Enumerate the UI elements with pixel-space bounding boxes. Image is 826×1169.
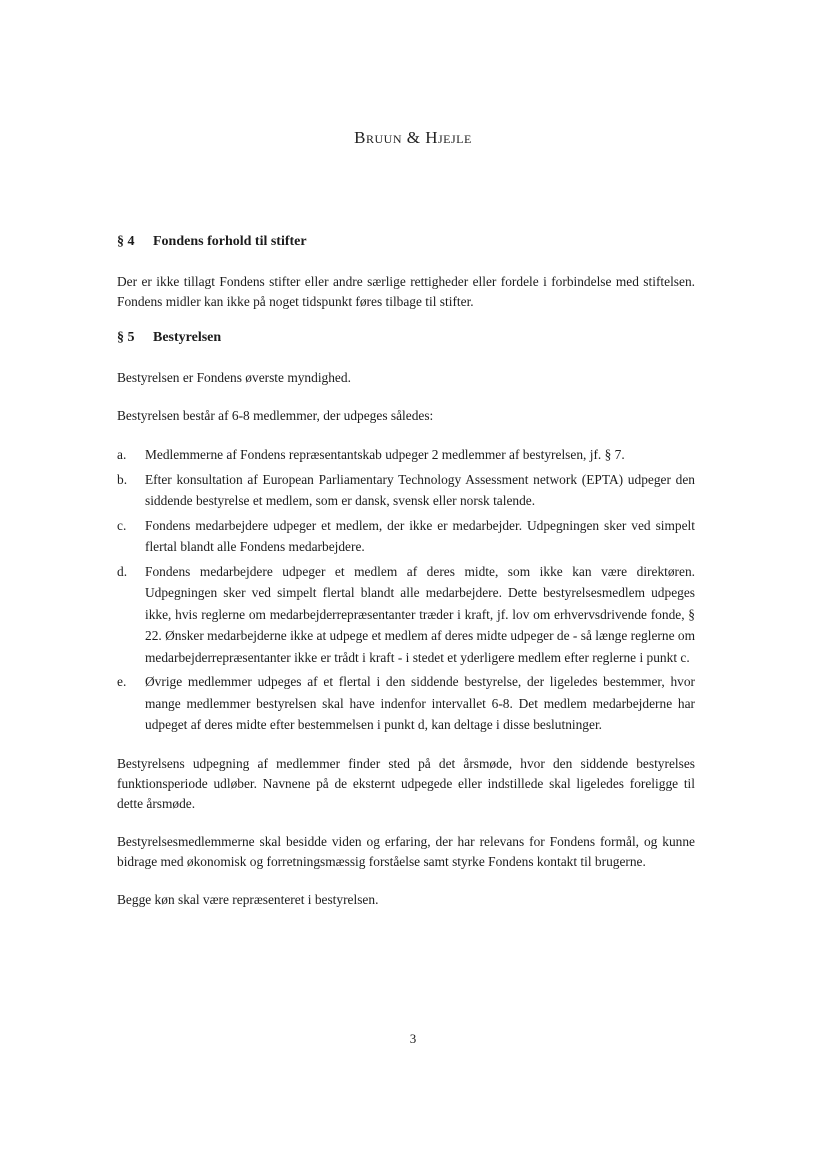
list-item-text: Medlemmerne af Fondens repræsentantskab udpeger 2 medlemmer af bestyrelsen, jf. § 7. (145, 447, 625, 462)
section-5-title: Bestyrelsen (153, 330, 222, 345)
section-4-heading (117, 234, 695, 250)
section-4-text: Der er ikke tillagt Fondens stifter eller andre særlige rettigheder eller fordele i forbindelse med stiftelsen. Fondens midler kan ikke på noget tidspunkt føres tilbage til stifter. (117, 274, 695, 309)
list-item (117, 515, 695, 558)
section-5-intro-1: Bestyrelsen er Fondens øverste myndighed. (117, 370, 351, 385)
letterhead-logo: Bruun & Hjejle (354, 128, 472, 147)
section-5-paragraph-2: Bestyrelsesmedlemmerne skal besidde viden og erfaring, der har relevans for Fondens formål, og kunne bidrage med økonomisk og forretningsmæssig forståelse samt styrke Fondens kontakt til brugerne. (117, 833, 695, 869)
section-5-paragraph-1: Bestyrelsens udpegning af medlemmer finder sted på det årsmøde, hvor den siddende bestyrelses funktionsperiode udløber. Navnene på de eksternt udpegede eller indstillede skal ligeledes foreligge til dette årsmøde. (117, 755, 695, 811)
page-number: 3 (409, 1031, 417, 1046)
section-4-title: Fondens forhold til stifter (153, 234, 307, 249)
section-5-intro-2: Bestyrelsen består af 6-8 medlemmer, der udpeges således: (117, 408, 434, 423)
section-4-number: § 4 (117, 234, 135, 249)
list-item (117, 469, 695, 512)
list-item-marker: c. (117, 517, 127, 533)
list-item-text: Efter konsultation af European Parliamentary Technology Assessment network (EPTA) udpeger den siddende bestyrelse et medlem, som er dansk, svensk eller norsk talende. (145, 471, 695, 508)
document-body (117, 234, 695, 928)
section-5-paragraph-3: Begge køn skal være repræsenteret i bestyrelsen. (117, 891, 379, 907)
list-item-marker: d. (117, 563, 128, 579)
list-item-marker: e. (117, 674, 127, 689)
list-item (117, 671, 695, 736)
list-item (117, 444, 695, 466)
section-5-number: § 5 (117, 330, 135, 345)
list-item-marker: b. (117, 471, 128, 487)
list-item-marker: a. (117, 447, 127, 462)
section-5-heading (117, 330, 695, 346)
list-item (117, 561, 695, 669)
list-item-text: Fondens medarbejdere udpeger et medlem, der ikke er medarbejder. Udpegningen sker ved simpelt flertal blandt alle Fondens medarbejdere. (145, 517, 695, 554)
list-item-text: Øvrige medlemmer udpeges af et flertal i den siddende bestyrelse, der ligeledes bestemmer, hvor mange medlemmer bestyrelsen skal have indenfor intervallet 6-8. Det medlem medarbejderne har udpeget af deres midte efter bestemmelsen i punkt d, kan deltage i disse beslutninger. (145, 674, 695, 732)
list-item-text: Fondens medarbejdere udpeger et medlem af deres midte, som ikke kan være direktøren. Udpegningen sker ved simpelt flertal blandt alle medarbejdere. Dette bestyrelsesmedlem udpeges ikke, hvis reglerne om medarbejderrepræsentanter træder i kraft, jf. lov om erhvervsdrivende fonde, § 22. Ønsker medarbejderne ikke at udpege et medlem af deres midte udpeger de - så længe reglerne om medarbejderrepræsentanter ikke er trådt i kraft - i stedet et yderligere medlem efter reglerne i punkt c. (145, 563, 695, 665)
appointment-list (117, 444, 695, 736)
